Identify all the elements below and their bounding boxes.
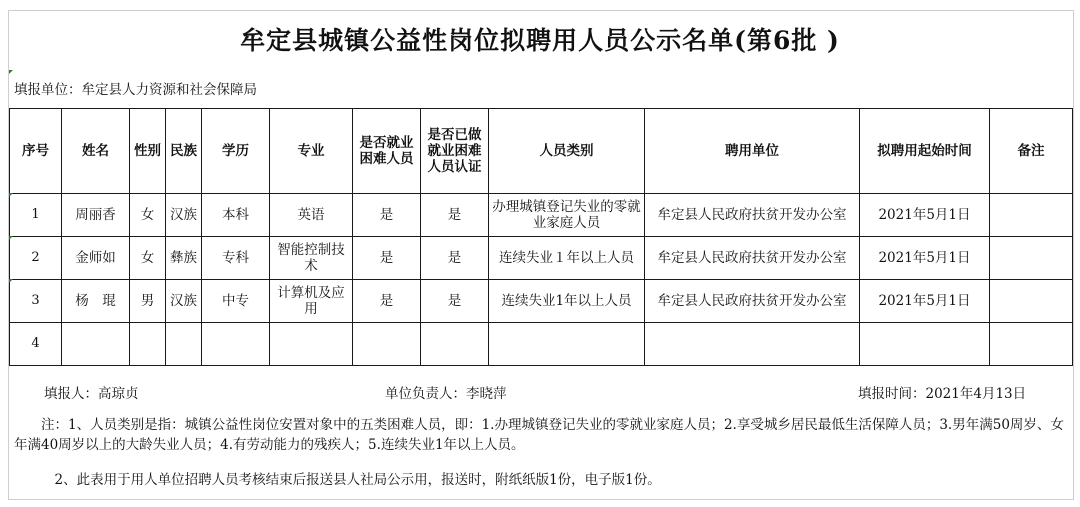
table-row xyxy=(10,323,1073,366)
table-row xyxy=(10,280,1073,323)
cell-marker xyxy=(9,193,13,197)
cell-index: 4 xyxy=(10,323,62,366)
cell-name: 杨 琨 xyxy=(62,280,130,323)
cell-index: 1 xyxy=(10,194,62,237)
table-row xyxy=(10,194,1073,237)
header-education: 学历 xyxy=(202,109,270,194)
cell-major: 英语 xyxy=(270,194,353,237)
cell-ethnicity: 汉族 xyxy=(166,280,202,323)
cell-employer: 牟定县人民政府扶贫开发办公室 xyxy=(645,280,860,323)
cell-major: 计算机及应用 xyxy=(270,280,353,323)
cell-certified: 是 xyxy=(421,280,489,323)
cell-gender: 女 xyxy=(130,194,166,237)
header-ethnicity: 民族 xyxy=(166,109,202,194)
cell-ethnicity xyxy=(166,323,202,366)
cell-name xyxy=(62,323,130,366)
unit-head-label: 单位负责人：李晓萍 xyxy=(385,386,507,402)
header-major: 专业 xyxy=(270,109,353,194)
cell-education: 中专 xyxy=(202,280,270,323)
notes-block xyxy=(14,415,1064,455)
cell-index: 3 xyxy=(10,280,62,323)
cell-hardship: 是 xyxy=(353,194,421,237)
cell-certified: 是 xyxy=(421,237,489,280)
cell-start-date: 2021年5月1日 xyxy=(860,280,990,323)
cell-certified: 是 xyxy=(421,194,489,237)
cell-certified xyxy=(421,323,489,366)
header-index: 序号 xyxy=(10,109,62,194)
document-title: 牟定县城镇公益性岗位拟聘用人员公示名单(第6批 ) xyxy=(240,26,840,55)
note-2: 2、此表用于用人单位招聘人员考核结束后报送县人社局公示用，报送时，附纸纸版1份，电子版1份。 xyxy=(14,472,661,488)
cell-marker xyxy=(9,70,13,74)
header-certified: 是否已做就业困难人员认证 xyxy=(421,109,489,194)
cell-ethnicity: 汉族 xyxy=(166,194,202,237)
cell-marker xyxy=(9,236,13,240)
cell-category: 连续失业１年以上人员 xyxy=(489,237,645,280)
cell-employer: 牟定县人民政府扶贫开发办公室 xyxy=(645,194,860,237)
cell-category: 办理城镇登记失业的零就业家庭人员 xyxy=(489,194,645,237)
filler-label: 填报人：高琼贞 xyxy=(44,386,139,402)
cell-hardship: 是 xyxy=(353,237,421,280)
header-start-date: 拟聘用起始时间 xyxy=(860,109,990,194)
cell-start-date: 2021年5月1日 xyxy=(860,194,990,237)
header-employer: 聘用单位 xyxy=(645,109,860,194)
cell-employer: 牟定县人民政府扶贫开发办公室 xyxy=(645,237,860,280)
cell-education: 本科 xyxy=(202,194,270,237)
header-name: 姓名 xyxy=(62,109,130,194)
cell-marker xyxy=(9,279,13,283)
cell-name: 周丽香 xyxy=(62,194,130,237)
cell-ethnicity: 彝族 xyxy=(166,237,202,280)
cell-start-date: 2021年5月1日 xyxy=(860,237,990,280)
header-category: 人员类别 xyxy=(489,109,645,194)
applicant-table xyxy=(9,108,1073,366)
fill-unit: 填报单位：牟定县人力资源和社会保障局 xyxy=(14,82,257,98)
cell-gender xyxy=(130,323,166,366)
note-1: 注：1、人员类别是指：城镇公益性岗位安置对象中的五类困难人员，即：1.办理城镇登记失业的零就业家庭人员；2.享受城乡居民最低生活保障人员；3.男年满50周岁、女年满40周岁以上的大龄失业人员；4.有劳动能力的残疾人；5.连续失业1年以上人员。 xyxy=(14,417,1064,453)
cell-education xyxy=(202,323,270,366)
header-gender: 性别 xyxy=(130,109,166,194)
cell-category xyxy=(489,323,645,366)
cell-hardship: 是 xyxy=(353,280,421,323)
cell-remarks xyxy=(990,280,1073,323)
cell-hardship xyxy=(353,323,421,366)
cell-category: 连续失业1年以上人员 xyxy=(489,280,645,323)
cell-remarks xyxy=(990,323,1073,366)
cell-employer xyxy=(645,323,860,366)
cell-major xyxy=(270,323,353,366)
cell-gender: 男 xyxy=(130,280,166,323)
cell-start-date xyxy=(860,323,990,366)
cell-major: 智能控制技术 xyxy=(270,237,353,280)
cell-name: 金师如 xyxy=(62,237,130,280)
cell-index: 2 xyxy=(10,237,62,280)
cell-remarks xyxy=(990,194,1073,237)
fill-date-label: 填报时间：2021年4月13日 xyxy=(858,386,1027,402)
table-header-row xyxy=(10,109,1073,194)
header-hardship: 是否就业困难人员 xyxy=(353,109,421,194)
table-row xyxy=(10,237,1073,280)
cell-gender: 女 xyxy=(130,237,166,280)
cell-remarks xyxy=(990,237,1073,280)
cell-education: 专科 xyxy=(202,237,270,280)
header-remarks: 备注 xyxy=(990,109,1073,194)
